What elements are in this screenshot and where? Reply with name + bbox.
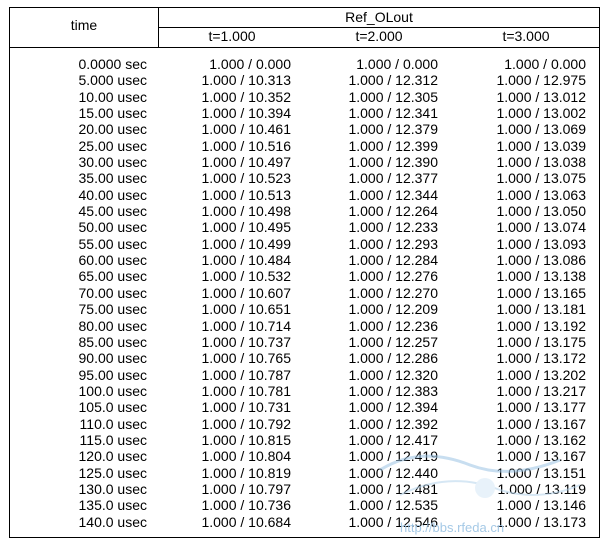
table-row [10, 481, 599, 497]
value-cell-t3: 1.000 / 13.093 [496, 235, 586, 252]
time-cell: 40.00 usec [78, 186, 147, 203]
table-row [10, 285, 599, 301]
time-cell: 70.00 usec [78, 284, 147, 301]
value-cell-t1: 1.000 / 10.804 [201, 448, 291, 465]
value-cell-t1: 1.000 / 10.532 [201, 268, 291, 285]
value-cell-t2: 1.000 / 12.320 [348, 366, 438, 383]
value-cell-t1: 1.000 / 10.714 [201, 317, 291, 334]
value-cell-t3: 1.000 / 13.086 [496, 252, 586, 269]
table-row [10, 448, 599, 464]
value-cell-t1: 1.000 / 10.765 [201, 350, 291, 367]
value-cell-t3: 1.000 / 13.173 [496, 513, 586, 530]
watermark-text: http://bbs.rfeda.cn [400, 520, 505, 535]
value-cell-t1: 1.000 / 10.607 [201, 284, 291, 301]
table-row [10, 399, 599, 415]
column-header-t3: t=3.000 [502, 28, 550, 44]
value-cell-t1: 1.000 / 10.461 [201, 121, 291, 138]
value-cell-t3: 1.000 / 13.146 [496, 497, 586, 514]
value-cell-t3: 1.000 / 13.165 [496, 284, 586, 301]
table-row [10, 432, 599, 448]
table-row [10, 350, 599, 366]
value-cell-t3: 1.000 / 13.172 [496, 350, 586, 367]
value-cell-t2: 1.000 / 12.379 [348, 121, 438, 138]
value-cell-t2: 1.000 / 12.276 [348, 268, 438, 285]
value-cell-t3: 1.000 / 13.069 [496, 121, 586, 138]
time-cell: 10.00 usec [78, 88, 147, 105]
table-row [10, 301, 599, 317]
time-cell: 135.0 usec [78, 497, 147, 514]
value-cell-t2: 1.000 / 12.394 [348, 399, 438, 416]
value-cell-t3: 1.000 / 13.039 [496, 137, 586, 154]
table-row [10, 203, 599, 219]
value-cell-t1: 1.000 / 10.513 [201, 186, 291, 203]
value-cell-t3: 1.000 / 13.177 [496, 399, 586, 416]
value-cell-t2: 1.000 / 12.344 [348, 186, 438, 203]
time-cell: 15.00 usec [78, 105, 147, 122]
table-row [10, 170, 599, 186]
time-cell: 65.00 usec [78, 268, 147, 285]
value-cell-t1: 1.000 / 10.792 [201, 415, 291, 432]
value-cell-t1: 1.000 / 10.313 [201, 72, 291, 89]
table-row [10, 89, 599, 105]
time-cell: 90.00 usec [78, 350, 147, 367]
value-cell-t2: 1.000 / 12.233 [348, 219, 438, 236]
value-cell-t1: 1.000 / 10.737 [201, 333, 291, 350]
value-cell-t1: 1.000 / 10.394 [201, 105, 291, 122]
table-row [10, 416, 599, 432]
value-cell-t1: 1.000 / 10.819 [201, 464, 291, 481]
value-cell-t3: 1.000 / 13.202 [496, 366, 586, 383]
table-row [10, 383, 599, 399]
time-cell: 45.00 usec [78, 203, 147, 220]
value-cell-t2: 1.000 / 12.383 [348, 382, 438, 399]
value-cell-t2: 1.000 / 12.440 [348, 464, 438, 481]
value-cell-t3: 1.000 / 13.151 [496, 464, 586, 481]
value-cell-t1: 1.000 / 0.000 [209, 56, 291, 72]
value-cell-t2: 1.000 / 0.000 [356, 56, 438, 72]
time-cell: 20.00 usec [78, 121, 147, 138]
value-cell-t2: 1.000 / 12.286 [348, 350, 438, 367]
table-row [10, 465, 599, 481]
value-cell-t2: 1.000 / 12.264 [348, 203, 438, 220]
value-cell-t3: 1.000 / 13.167 [496, 415, 586, 432]
value-cell-t2: 1.000 / 12.270 [348, 284, 438, 301]
time-cell: 35.00 usec [78, 170, 147, 187]
column-header-t1: t=1.000 [208, 28, 256, 44]
value-cell-t1: 1.000 / 10.684 [201, 513, 291, 530]
value-cell-t1: 1.000 / 10.499 [201, 235, 291, 252]
value-cell-t3: 1.000 / 13.038 [496, 154, 586, 171]
value-cell-t1: 1.000 / 10.523 [201, 170, 291, 187]
time-cell: 0.0000 sec [78, 56, 147, 72]
value-cell-t1: 1.000 / 10.516 [201, 137, 291, 154]
header-bottom-rule [10, 47, 599, 48]
value-cell-t1: 1.000 / 10.731 [201, 399, 291, 416]
time-cell: 115.0 usec [79, 431, 147, 448]
column-header-t2: t=2.000 [355, 28, 403, 44]
value-cell-t2: 1.000 / 12.417 [348, 431, 438, 448]
value-cell-t3: 1.000 / 13.012 [496, 88, 586, 105]
time-cell: 60.00 usec [78, 252, 147, 269]
value-cell-t3: 1.000 / 13.192 [496, 317, 586, 334]
value-cell-t2: 1.000 / 12.284 [348, 252, 438, 269]
value-cell-t2: 1.000 / 12.209 [348, 301, 438, 318]
table-row [10, 121, 599, 137]
table-row [10, 138, 599, 154]
time-cell: 25.00 usec [78, 137, 147, 154]
value-cell-t2: 1.000 / 12.305 [348, 88, 438, 105]
column-header-time: time [70, 17, 98, 33]
value-cell-t3: 1.000 / 12.975 [496, 72, 586, 89]
time-cell: 120.0 usec [78, 448, 147, 465]
value-cell-t3: 1.000 / 13.217 [496, 382, 586, 399]
value-cell-t2: 1.000 / 12.546 [348, 513, 438, 530]
table-row [10, 56, 599, 72]
value-cell-t3: 1.000 / 13.138 [496, 268, 586, 285]
value-cell-t3: 1.000 / 13.167 [496, 448, 586, 465]
time-cell: 125.0 usec [78, 464, 147, 481]
table-row [10, 187, 599, 203]
column-group-header: Ref_OLout [345, 9, 413, 25]
value-cell-t3: 1.000 / 0.000 [504, 56, 586, 72]
value-cell-t1: 1.000 / 10.781 [201, 382, 291, 399]
value-cell-t3: 1.000 / 13.050 [496, 203, 586, 220]
value-cell-t2: 1.000 / 12.419 [348, 448, 438, 465]
table-row [10, 219, 599, 235]
value-cell-t1: 1.000 / 10.495 [201, 219, 291, 236]
value-cell-t3: 1.000 / 13.119 [497, 480, 586, 497]
value-cell-t1: 1.000 / 10.787 [201, 366, 291, 383]
value-cell-t3: 1.000 / 13.063 [496, 186, 586, 203]
time-cell: 30.00 usec [78, 154, 147, 171]
table-body [10, 56, 599, 530]
table-row [10, 514, 599, 530]
time-cell: 95.00 usec [78, 366, 147, 383]
value-cell-t1: 1.000 / 10.352 [201, 88, 291, 105]
table-row [10, 367, 599, 383]
table-row [10, 154, 599, 170]
value-cell-t1: 1.000 / 10.498 [201, 203, 291, 220]
time-cell: 55.00 usec [78, 235, 147, 252]
time-cell: 130.0 usec [78, 480, 147, 497]
time-cell: 85.00 usec [78, 333, 147, 350]
value-cell-t1: 1.000 / 10.651 [201, 301, 291, 318]
value-cell-t2: 1.000 / 12.236 [348, 317, 438, 334]
value-cell-t3: 1.000 / 13.002 [496, 105, 586, 122]
time-cell: 110.0 usec [79, 415, 147, 432]
value-cell-t1: 1.000 / 10.797 [201, 480, 291, 497]
value-cell-t1: 1.000 / 10.736 [201, 497, 291, 514]
table-row [10, 334, 599, 350]
value-cell-t1: 1.000 / 10.484 [201, 252, 291, 269]
results-table [9, 7, 600, 538]
table-row [10, 268, 599, 284]
time-cell: 105.0 usec [78, 399, 147, 416]
value-cell-t2: 1.000 / 12.392 [348, 415, 438, 432]
table-row [10, 318, 599, 334]
value-cell-t1: 1.000 / 10.497 [201, 154, 291, 171]
value-cell-t2: 1.000 / 12.481 [348, 480, 438, 497]
table-row [10, 497, 599, 513]
value-cell-t3: 1.000 / 13.074 [496, 219, 586, 236]
table-row [10, 236, 599, 252]
table-row [10, 105, 599, 121]
value-cell-t2: 1.000 / 12.535 [348, 497, 438, 514]
value-cell-t2: 1.000 / 12.390 [348, 154, 438, 171]
value-cell-t2: 1.000 / 12.257 [348, 333, 438, 350]
table-row [10, 252, 599, 268]
value-cell-t1: 1.000 / 10.815 [201, 431, 291, 448]
value-cell-t3: 1.000 / 13.075 [496, 170, 586, 187]
time-cell: 50.00 usec [78, 219, 147, 236]
time-cell: 80.00 usec [78, 317, 147, 334]
value-cell-t2: 1.000 / 12.399 [348, 137, 438, 154]
value-cell-t2: 1.000 / 12.293 [348, 235, 438, 252]
value-cell-t2: 1.000 / 12.377 [348, 170, 438, 187]
time-cell: 75.00 usec [78, 301, 147, 318]
time-cell: 5.000 usec [78, 72, 147, 89]
time-cell: 100.0 usec [78, 382, 147, 399]
value-cell-t3: 1.000 / 13.162 [496, 431, 586, 448]
value-cell-t2: 1.000 / 12.341 [348, 105, 438, 122]
value-cell-t3: 1.000 / 13.181 [496, 301, 586, 318]
value-cell-t3: 1.000 / 13.175 [496, 333, 586, 350]
value-cell-t2: 1.000 / 12.312 [348, 72, 438, 89]
time-cell: 140.0 usec [78, 513, 147, 530]
table-row [10, 72, 599, 88]
